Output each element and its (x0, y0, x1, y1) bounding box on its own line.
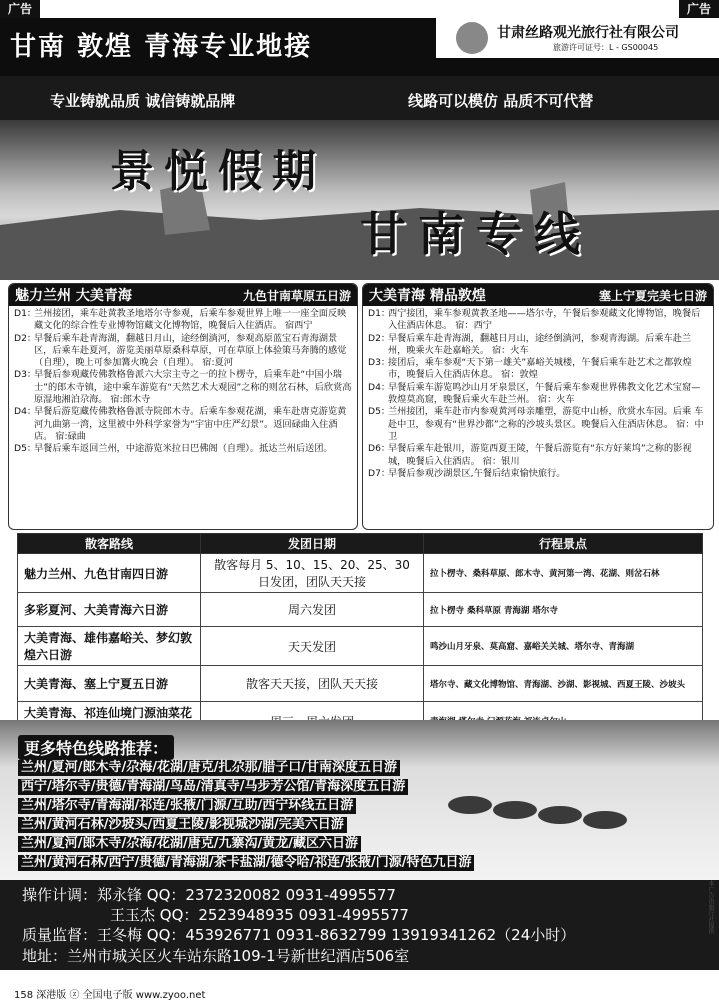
itinerary-day (368, 333, 708, 358)
itinerary-day (14, 406, 352, 443)
itinerary-day (14, 333, 352, 370)
table-header-date: 发团日期 (201, 534, 424, 554)
day-label: D4： (368, 381, 391, 393)
itinerary-right (362, 283, 714, 530)
contact-operator-1: 操作计调：郑永锋 QQ：2372320082 0931-4995577 (22, 886, 396, 904)
itinerary-day (14, 369, 352, 406)
date-cell: 周六发团 (201, 593, 424, 627)
day-text: 兰州接团，乘车赴市内参观黄河母亲雕塑，游览中山桥，欣赏水车园。后乘 车赴中卫，参观有“世界沙都”之称的沙坡头景区。晚餐后入住酒店休息。 宿：中卫 (388, 406, 704, 442)
camel-shape (493, 801, 537, 819)
header-slogan: 甘南 敦煌 青海专业地接 (10, 32, 313, 62)
day-label: D5： (368, 406, 391, 418)
recommend-route: 西宁/塔尔寺/贵德/青海湖/鸟岛/清真寺/马步芳公馆/青海深度五日游 (18, 779, 408, 795)
day-text: 早餐后乘车赴青海湖，翻越日月山，途经倒淌河，参观青海湖。后乘车赴兰州，晚乘火车赴嘉峪关。 宿：火车 (388, 332, 692, 356)
table-header-row (18, 534, 703, 554)
day-text: 早餐后乘车赴青海湖，翻越日月山，途经倒淌河，参观高原蓝宝石青海湖景区，后乘车赴夏河，游览美丽草原桑科草原，可在草原上体验策马奔腾的感觉（自理），晚上可参加篝火晚会（自理）。 宿:夏河 (34, 332, 347, 369)
company-name: 甘肃丝路观光旅行社有限公司 (497, 25, 679, 41)
day-text: 接团后，乘车参观“天下第一雄关”嘉峪关城楼，午餐后乘车赴艺术之都敦煌市，晚餐后入住酒店休息。 宿：敦煌 (388, 357, 692, 381)
route-cell: 魅力兰州、九色甘南四日游 (18, 554, 201, 593)
sub-slogan-left: 专业铸就品质 诚信铸就品牌 (50, 92, 236, 110)
ad-tag-right: 广告 (679, 0, 719, 18)
table-row (18, 627, 703, 666)
spots-cell: 塔尔寺、藏文化博物馆、青海湖、沙湖、影视城、西夏王陵、沙坡头 (424, 666, 703, 702)
day-text: 早餐后乘车游览鸣沙山月牙泉景区，午餐后乘车参观世界佛教文化艺术宝窟—敦煌莫高窟，晚餐后乘火车赴兰州。 宿：火车 (388, 381, 701, 406)
table-row (18, 554, 703, 593)
camel-shape (583, 811, 627, 829)
recommend-route: 兰州/夏河/郎木寺/尕海/花湖/唐克/九寨沟/黄龙/藏区六日游 (18, 836, 361, 852)
itinerary-left (8, 283, 358, 530)
recommend-route: 兰州/黄河石林/沙坡头/西夏王陵/影视城沙湖/完美六日游 (18, 817, 347, 833)
route-cell: 大美青海、祁连仙境门源油菜花 (18, 702, 201, 741)
route-cell: 大美青海、雄伟嘉峪关、梦幻敦煌六日游 (18, 627, 201, 666)
spots-cell: 拉卜楞寺 桑科草原 青海湖 塔尔寺 (424, 593, 703, 627)
itinerary-day (14, 443, 352, 455)
itinerary-day (368, 382, 708, 407)
spots-cell: 拉卜楞寺、桑科草原、郎木寺、黄河第一湾、花湖、则岔石林 (424, 554, 703, 593)
contact-quality: 质量监督：王冬梅 QQ：453926771 0931-8632799 13919341262（24小时） (22, 926, 576, 944)
day-label: D3： (368, 357, 391, 369)
itinerary-left-days (9, 306, 357, 456)
recommend-route: 兰州/夏河/郎木寺/尕海/花湖/唐克/扎尕那/腊子口/甘南深度五日游 (18, 760, 400, 776)
day-text: 早餐后乘车返回兰州，中途游览米拉日巴佛阁（自理）。抵达兰州后送团。 (34, 443, 333, 455)
table-header-route: 散客路线 (18, 534, 201, 554)
table-row (18, 593, 703, 627)
itinerary-right-subtitle: 塞上宁夏完美七日游 (598, 288, 707, 303)
camel-shape (538, 806, 582, 824)
itinerary-day (14, 308, 352, 333)
license-number: 旅游许可证号：L - GS00045 (553, 43, 659, 52)
company-logo-icon (456, 22, 488, 54)
itinerary-left-header (9, 284, 357, 306)
page-footer: 158 深港版 ⓩ 全国电子版 www.zyoo.net (14, 990, 206, 1001)
day-text: 兰州接团，乘车赴黄教圣地塔尔寺参观，后乘车参观世界上唯一一座全面反映藏文化的综合性专业博物馆藏文化博物馆，晚餐后入住酒店。 宿西宁 (34, 308, 347, 332)
route-cell: 大美青海、塞上宁夏五日游 (18, 666, 201, 702)
itinerary-right-title: 大美青海 精品敦煌 (369, 288, 486, 304)
sub-slogan-right: 线路可以模仿 品质不可代替 (408, 92, 594, 110)
recommend-title: 更多特色线路推荐： (18, 735, 174, 760)
route-cell: 多彩夏河、大美青海六日游 (18, 593, 201, 627)
itinerary-day (368, 406, 708, 443)
day-text: 早餐后参观沙湖景区,午餐后结束愉快旅行。 (388, 467, 566, 479)
banner-title-2: 甘南专线 (360, 207, 592, 261)
day-label: D4： (14, 406, 37, 418)
itinerary-left-title: 魅力兰州 大美青海 (15, 288, 132, 304)
day-label: D6： (368, 443, 391, 455)
itinerary-day (368, 443, 708, 468)
itinerary-right-header (363, 284, 713, 306)
day-text: 西宁接团，乘车参观黄教圣地——塔尔寺，午餐后参观藏文化博物馆，晚餐后入住酒店休息。 宿：西宁 (388, 308, 701, 332)
day-label: D2： (368, 332, 391, 344)
day-label: D3： (14, 369, 37, 381)
contact-operator-2: 王玉杰 QQ：2523948935 0931-4995577 (110, 906, 409, 924)
recommend-route: 兰州/塔尔寺/青海湖/祁连/张掖/门源/互助/西宁环线五日游 (18, 798, 356, 814)
table-header-spots: 行程景点 (424, 534, 703, 554)
ad-tag-left: 广告 (0, 0, 40, 18)
table-row (18, 666, 703, 702)
itinerary-day (368, 308, 708, 333)
route-table (17, 533, 703, 741)
banner-title-1: 景悦假期 (110, 146, 326, 197)
contact-address: 地址：兰州市城关区火车站东路109-1号新世纪酒店506室 (22, 947, 410, 965)
itinerary-day (368, 468, 708, 480)
date-cell: 天天发团 (201, 627, 424, 666)
day-label: D1： (14, 308, 37, 319)
spots-cell: 鸣沙山月牙泉、莫高窟、嘉峪关关城、塔尔寺、青海湖 (424, 627, 703, 666)
date-cell: 散客天天接，团队天天接 (201, 666, 424, 702)
date-cell: 散客每月 5、10、15、20、25、30 日发团，团队天天接 (201, 554, 424, 593)
itinerary-right-days (363, 306, 713, 480)
day-label: D7： (368, 467, 391, 479)
day-text: 早餐后游览藏传佛教格鲁派寺院郎木寺。后乘车参观花湖，乘车赴唐克游览黄河九曲第一湾，这里被中外科学家誉为“宇宙中庄严幻景”。返回碌曲入住酒店。 宿:碌曲 (34, 406, 347, 442)
camel-shape (448, 796, 492, 814)
itinerary-day (368, 357, 708, 382)
recommend-route: 兰州/黄河石林/西宁/贵德/青海湖/茶卡盐湖/德令哈/祁连/张掖/门源/特色九日游 (18, 855, 474, 871)
day-label: D5： (14, 443, 37, 455)
day-text: 早餐后参观藏传佛教格鲁派六大宗主寺之一的拉卜楞寺，后乘车赴“中国小瑞士”的郎木寺镇，途中乘车游览有“天然艺术大观园”之称的则岔石林，后欣赏高原湿地湘泊尕海。 宿:郎木寺 (34, 369, 352, 406)
day-text: 早餐后乘车赴银川，游览西夏王陵，午餐后游览有“东方好莱坞”之称的影视城，晚餐后入住酒店。 宿：银川 (388, 443, 692, 467)
itinerary-left-subtitle: 九色甘南草原五日游 (242, 288, 351, 303)
day-label: D2： (14, 332, 37, 344)
vertical-note: 本广告由旅行社提供 (707, 880, 714, 934)
day-label: D1： (368, 308, 391, 319)
